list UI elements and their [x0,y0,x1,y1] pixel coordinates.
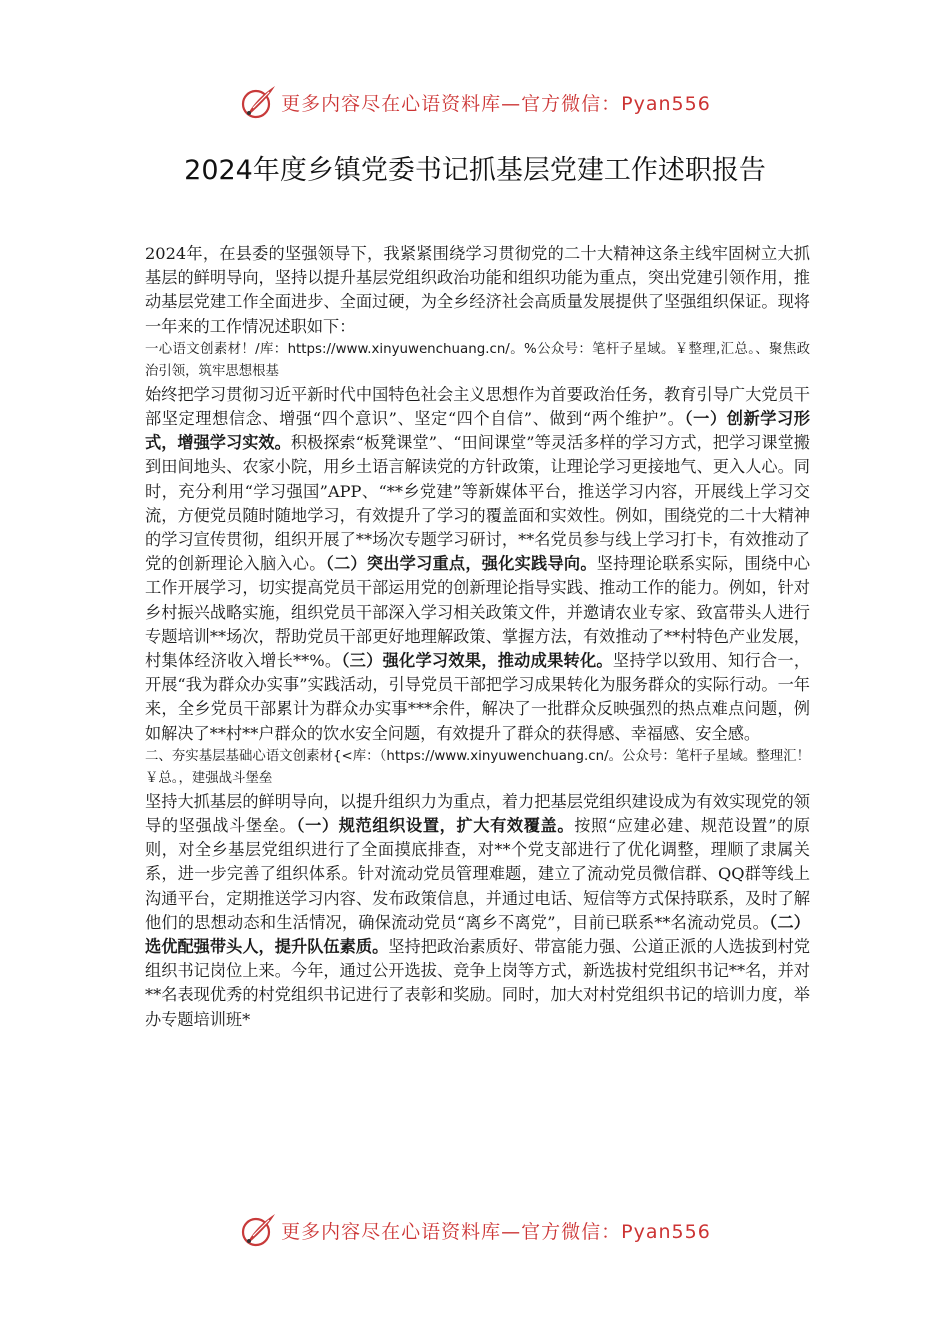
subheading-1-1: （一）创新学习形式，增强学习实效。 [145,409,810,453]
banner-text: 更多内容尽在心语资料库—官方微信：Pyan556 [281,1220,711,1243]
pen-quill-logo-icon [239,82,279,122]
subheading-2-1: （一）规范组织设置，扩大有效覆盖。 [296,816,575,836]
document-body [145,242,810,1032]
section-1-text-g: 坚持学以致用、知行合一，开展“我为群众办实事”实践活动，引导党员干部把学习成果转化为服务群众的实际行动。一年来，全乡党员干部累计为群众办实事***余件，解决了一批群众反映强烈的热点难点问题，例如解决了**村**户群众的饮水安全问题，有效提升了群众的获得感、幸福感、安全感。 [145,651,811,743]
footer-banner [0,1208,950,1252]
section-2-text-e: 坚持把政治素质好、带富能力强、公道正派的人选拔到村党组织书记岗位上来。今年，通过公开选拔、竞争上岗等方式，新选拔村党组织书记**名，并对**名表现优秀的村党组织书记进行了表彰和奖励。同时，加大对村党组织书记的培训力度，举办专题培训班* [145,937,811,1029]
banner-text: 更多内容尽在心语资料库—官方微信：Pyan556 [281,92,711,115]
subheading-1-2: （二）突出学习重点，强化实践导向。 [325,554,597,574]
section-1-text-a: 始终把学习贯彻习近平新时代中国特色社会主义思想作为首要政治任务，教育引导广大党员干部坚定理想信念、增强“四个意识”、坚定“四个自信”、做到“两个维护”。 [145,384,810,429]
section-1-paragraph [145,383,810,746]
section-2-text-a: 坚持大抓基层的鲜明导向，以提升组织力为重点，着力把基层党组织建设成为有效实现党的领导的坚强战斗堡垒。 [145,791,810,836]
section-heading-1: 一心语文创素材！/库：https://www.xinyuwenchuang.cn/。%公众号：笔杆子星域。￥整理,汇总。、聚焦政治引领，筑牢思想根基 [145,341,810,379]
section-1-text-e: 坚持理论联系实际，围绕中心工作开展学习，切实提高党员干部运用党的创新理论指导实践、推动工作的能力。例如，针对乡村振兴战略实施，组织党员干部深入学习相关政策文件，并邀请农业专家、致富带头人进行专题培训**场次，帮助党员干部更好地理解政策、掌握方法，有效推动了**村特色产业发展，村集体经济收入增长**%。 [145,554,811,671]
document-title: 2024年度乡镇党委书记抓基层党建工作述职报告 [184,155,766,186]
section-heading-2: 二、夯实基层基础心语文创素材{<库：（https://www.xinyuwenchuang.cn/。公众号：笔杆子星域。整理汇！￥总。，建强战斗堡垒 [145,748,810,786]
subheading-1-3: （三）强化学习效果，推动成果转化。 [341,651,613,671]
pen-quill-logo-icon [239,1210,279,1250]
subheading-2-2: （二）选优配强带头人，提升队伍素质。 [145,912,810,957]
intro-paragraph: 2024年，在县委的坚强领导下，我紧紧围绕学习贯彻党的二十大精神这条主线牢固树立大抓基层的鲜明导向，坚持以提升基层党组织政治功能和组织功能为重点，突出党建引领作用，推动基层党建工作全面进步、全面过硬，为全乡经济社会高质量发展提供了坚强组织保证。现将一年来的工作情况述职如下： [145,244,810,336]
header-banner [0,80,950,124]
section-2-text-c: 按照“应建必建、规范设置”的原则，对全乡基层党组织进行了全面摸底排查，对**个党支部进行了优化调整，理顺了隶属关系，进一步完善了组织体系。针对流动党员管理难题，建立了流动党员微信群、QQ群等线上沟通平台，定期推送学习内容、发布政策信息，并通过电话、短信等方式保持联系，及时了解他们的思想动态和生活情况，确保流动党员“离乡不离党”，目前已联系**名流动党员。 [145,816,811,932]
section-1-text-c: 积极探索“板凳课堂”、“田间课堂”等灵活多样的学习方式，把学习课堂搬到田间地头、农家小院，用乡土语言解读党的方针政策，让理论学习更接地气、更入人心。同时，充分利用“学习强国”APP、“**乡党建”等新媒体平台，推送学习内容，开展线上学习交流，方便党员随时随地学习，有效提升了学习的覆盖面和实效性。例如，围绕党的二十大精神的学习宣传贯彻，组织开展了**场次专题学习研讨，**名党员参与线上学习打卡，有效推动了党的创新理论入脑入心。 [145,433,810,574]
section-2-paragraph [145,790,810,1032]
